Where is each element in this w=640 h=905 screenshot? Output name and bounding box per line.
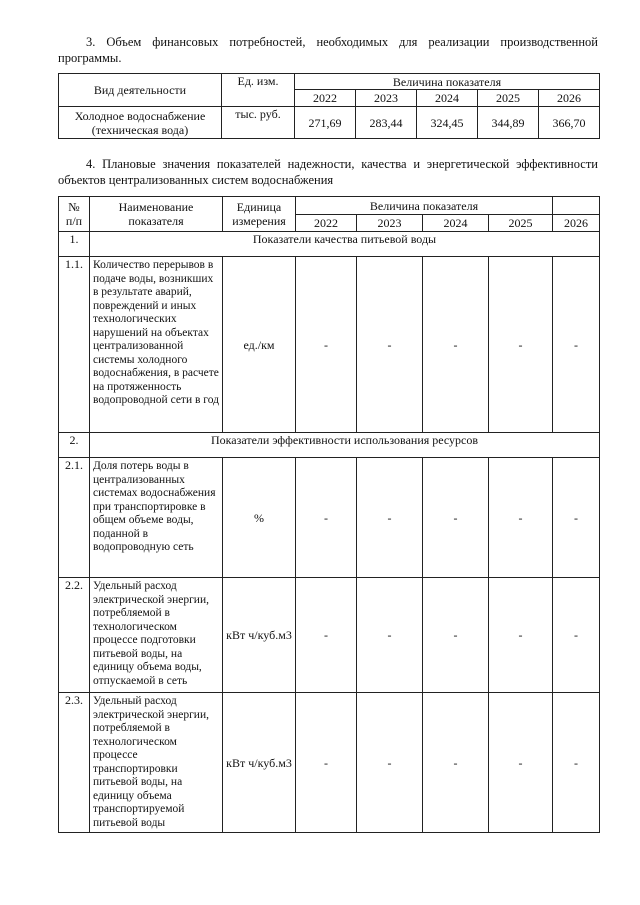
- header-activity: Вид деятельности: [59, 74, 222, 107]
- value-2026: -: [553, 693, 600, 833]
- table-row: [59, 693, 600, 833]
- year-2025: 2025: [478, 90, 539, 107]
- group-row: [59, 433, 600, 458]
- value-2025: -: [489, 458, 553, 578]
- year-2023: 2023: [356, 90, 417, 107]
- row-num: 2.1.: [59, 458, 90, 578]
- group-num: 1.: [59, 232, 90, 257]
- table-row: [59, 257, 600, 433]
- indicators-table: [58, 196, 600, 833]
- group-title: Показатели качества питьевой воды: [90, 232, 600, 257]
- unit-cell: ед./км: [223, 257, 296, 433]
- financial-needs-table: [58, 73, 600, 139]
- indicator-name: Доля потерь воды в централизованных системах водоснабжения при транспортировке в общем объеме воды, поданной в водопроводную сеть: [90, 458, 223, 578]
- header-blank: [553, 197, 600, 215]
- unit-cell: тыс. руб.: [222, 107, 295, 139]
- group-num: 2.: [59, 433, 90, 458]
- group-row: [59, 232, 600, 257]
- unit-cell: кВт ч/куб.м3: [223, 693, 296, 833]
- year-2025: 2025: [489, 215, 553, 232]
- value-2022: -: [296, 458, 357, 578]
- indicator-name: Количество перерывов в подаче воды, возникших в результате аварий, повреждений и иных технологических нарушений на объектах централизованной системы холодного водоснабжения, в расчете на протяженность водопроводной сети в год: [90, 257, 223, 433]
- table-row: [59, 578, 600, 693]
- section-4-title: 4. Плановые значения показателей надежности, качества и энергетической эффективности объектов централизованных систем водоснабжения: [58, 157, 598, 187]
- unit-cell: %: [223, 458, 296, 578]
- year-2024: 2024: [423, 215, 489, 232]
- value-2022: -: [296, 578, 357, 693]
- year-2026: 2026: [553, 215, 600, 232]
- table-row: [59, 458, 600, 578]
- group-title: Показатели эффективности использования ресурсов: [90, 433, 600, 458]
- header-value: Величина показателя: [296, 197, 553, 215]
- header-name: Наименование показателя: [90, 197, 223, 232]
- value-2023: -: [357, 693, 423, 833]
- value-2025: -: [489, 578, 553, 693]
- value-2023: -: [357, 458, 423, 578]
- value-2026: 366,70: [539, 107, 600, 139]
- value-2024: -: [423, 693, 489, 833]
- value-2024: -: [423, 257, 489, 433]
- table-row: [59, 107, 600, 139]
- section-4-heading: [58, 156, 598, 188]
- value-2024: 324,45: [417, 107, 478, 139]
- header-value: Величина показателя: [295, 74, 600, 90]
- indicator-name: Удельный расход электрической энергии, потребляемой в технологическом процессе транспортировки питьевой воды, на единицу объема транспортируемой питьевой воды: [90, 693, 223, 833]
- year-2022: 2022: [295, 90, 356, 107]
- row-num: 1.1.: [59, 257, 90, 433]
- header-num: № п/п: [59, 197, 90, 232]
- year-2024: 2024: [417, 90, 478, 107]
- value-2024: -: [423, 458, 489, 578]
- value-2025: -: [489, 693, 553, 833]
- value-2025: 344,89: [478, 107, 539, 139]
- value-2026: -: [553, 578, 600, 693]
- indicator-name: Удельный расход электрической энергии, потребляемой в технологическом процессе подготовки питьевой воды, на единицу объема воды, отпускаемой в сеть: [90, 578, 223, 693]
- value-2026: -: [553, 257, 600, 433]
- value-2022: -: [296, 257, 357, 433]
- value-2023: -: [357, 578, 423, 693]
- row-num: 2.3.: [59, 693, 90, 833]
- year-2023: 2023: [357, 215, 423, 232]
- year-2026: 2026: [539, 90, 600, 107]
- unit-cell: кВт ч/куб.м3: [223, 578, 296, 693]
- value-2023: 283,44: [356, 107, 417, 139]
- year-2022: 2022: [296, 215, 357, 232]
- row-num: 2.2.: [59, 578, 90, 693]
- value-2022: 271,69: [295, 107, 356, 139]
- value-2023: -: [357, 257, 423, 433]
- value-2024: -: [423, 578, 489, 693]
- section-3-heading: [58, 34, 598, 66]
- section-3-title: 3. Объем финансовых потребностей, необходимых для реализации производственной программы.: [58, 35, 598, 65]
- activity-cell: Холодное водоснабжение (техническая вода): [59, 107, 222, 139]
- header-unit: Ед. изм.: [222, 74, 295, 107]
- header-unit: Единица измерения: [223, 197, 296, 232]
- value-2025: -: [489, 257, 553, 433]
- value-2022: -: [296, 693, 357, 833]
- value-2026: -: [553, 458, 600, 578]
